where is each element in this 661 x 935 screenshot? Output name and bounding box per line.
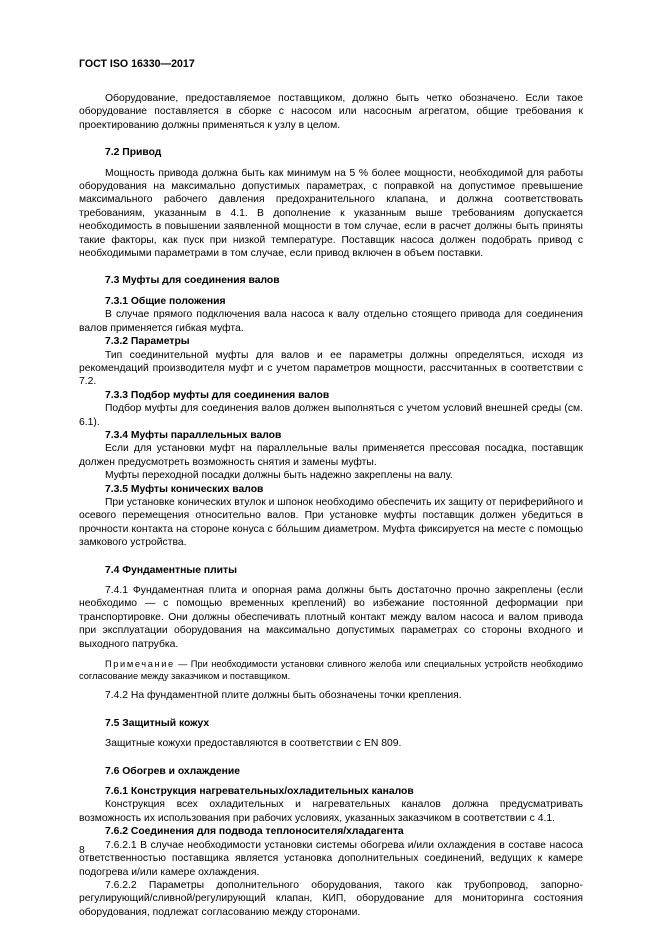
section-7-3-4-heading: 7.3.4 Муфты параллельных валов — [105, 429, 282, 441]
intro-paragraph: Оборудование, предоставляемое поставщиком, должно быть четко обозначено. Если такое оборудование поставляется в сборке с насосом или насосным агрегатом, общие требования к проектированию должны применяться к узлу в целом. — [79, 93, 583, 131]
section-7-3-5-heading: 7.3.5 Муфты конических валов — [105, 483, 264, 495]
section-7-4-note — [79, 658, 583, 682]
section-7-6-1-text: Конструкция всех охладительных и нагревательных каналов должна предусматривать возможность их использования при рабочих условиях, указанных заказчиком в соответствии с 4.1. — [79, 799, 583, 824]
page-number: 8 — [79, 845, 85, 856]
section-7-3-2-heading: 7.3.2 Параметры — [105, 336, 190, 348]
section-7-3-5-text: При установке конических втулок и шпонок необходимо обеспечить их защиту от периферийного и осевого перемещения относительно валов. При установке муфты поставщик должен убедиться в прочности контакта на стороне конуса с бóльшим диаметром. Муфта фиксируется на месте с помощью замкового устройства. — [79, 496, 583, 549]
standard-header: ГОСТ ISO 16330—2017 — [79, 58, 195, 70]
section-7-4-heading: 7.4 Фундаментные плиты — [105, 564, 237, 576]
section-7-5-heading: 7.5 Защитный кожух — [105, 717, 210, 729]
section-7-4-2-text: 7.4.2 На фундаментной плите должны быть обозначены точки крепления. — [105, 690, 462, 702]
section-7-3-2-text: Тип соединительной муфты для валов и ее параметры должны определяться, исходя из рекомендаций производителя муфт и с учетом параметров мощности, рассчитанных в соответствии с 7.2. — [79, 349, 583, 388]
section-7-2-text: Мощность привода должна быть как минимум на 5 % более мощности, необходимой для работы оборудования на максимально допустимых параметрах, с поправкой на допустимое превышение максимального рабочего давления предохранительного клапана, и должна соответствовать требованиям, указанным в 4.1. В дополнение к указанным выше требованиям допускается необходимость в повышении заявленной мощности в том случае, если в расчет должны быть приняты такие факторы, как пуск при низкой температуре. Поставщик насоса должен подобрать привод с необходимыми параметрами в том случае, если привод включен в объем поставки. — [79, 167, 583, 260]
section-7-6-2-2-text: 7.6.2.2 Параметры дополнительного оборудования, такого как трубопровод, запорно-регулирующий/сливной/регулирующий клапан, КИП, оборудование для мониторинга состояния оборудования, подлежат согласованию между сторонами. — [79, 879, 583, 918]
note-text: — При необходимости установки сливного желоба или специальных устройств необходимо согласование между заказчиком и поставщиком. — [79, 659, 583, 682]
section-7-3-4-text-b: Муфты переходной посадки должны быть надежно закреплены на валу. — [105, 470, 453, 482]
note-label: Примечание — [105, 659, 175, 670]
section-7-3-heading: 7.3 Муфты для соединения валов — [105, 275, 280, 287]
section-7-3-4-text-a: Если для установки муфт на параллельные валы применяется прессовая посадка, поставщик должен предусмотреть возможность снятия и замены муфты. — [79, 443, 583, 468]
section-7-6-heading: 7.6 Обогрев и охлаждение — [105, 765, 240, 777]
section-7-6-1-heading: 7.6.1 Конструкция нагревательных/охладительных каналов — [105, 786, 414, 798]
section-7-3-1-text: В случае прямого подключения вала насоса к валу отдельно стоящего привода для соединения валов применяется гибкая муфта. — [79, 309, 583, 334]
document-body — [79, 92, 583, 919]
section-7-3-3-text: Подбор муфты для соединения валов должен выполняться с учетом условий внешней среды (см. 6.1). — [79, 403, 583, 428]
section-7-6-2-1-text: 7.6.2.1 В случае необходимости установки системы обогрева и/или охлаждения в составе насоса ответственностью поставщика является установка дополнительных соединений, ведущих к камере подогрева и/или камере охлаждения. — [79, 839, 583, 878]
section-7-5-text: Защитные кожухи предоставляются в соответствии с EN 809. — [105, 738, 402, 750]
section-7-4-1-text: 7.4.1 Фундаментная плита и опорная рама должны быть достаточно прочно закреплены (если необходимо — с помощью временных креплений) во избежание постоянной деформации при транспортировке. Они должны обеспечивать плотный контакт между валом насоса и валом привода при эксплуатации оборудования на максимально допустимых параметрах со стороны входного и выходного патрубка. — [79, 585, 583, 650]
section-7-6-2-heading: 7.6.2 Соединения для подвода теплоносителя/хладагента — [105, 826, 404, 838]
section-7-3-3-heading: 7.3.3 Подбор муфты для соединения валов — [105, 389, 330, 401]
section-7-2-heading: 7.2 Привод — [105, 147, 162, 159]
section-7-3-1-heading: 7.3.1 Общие положения — [105, 295, 226, 307]
